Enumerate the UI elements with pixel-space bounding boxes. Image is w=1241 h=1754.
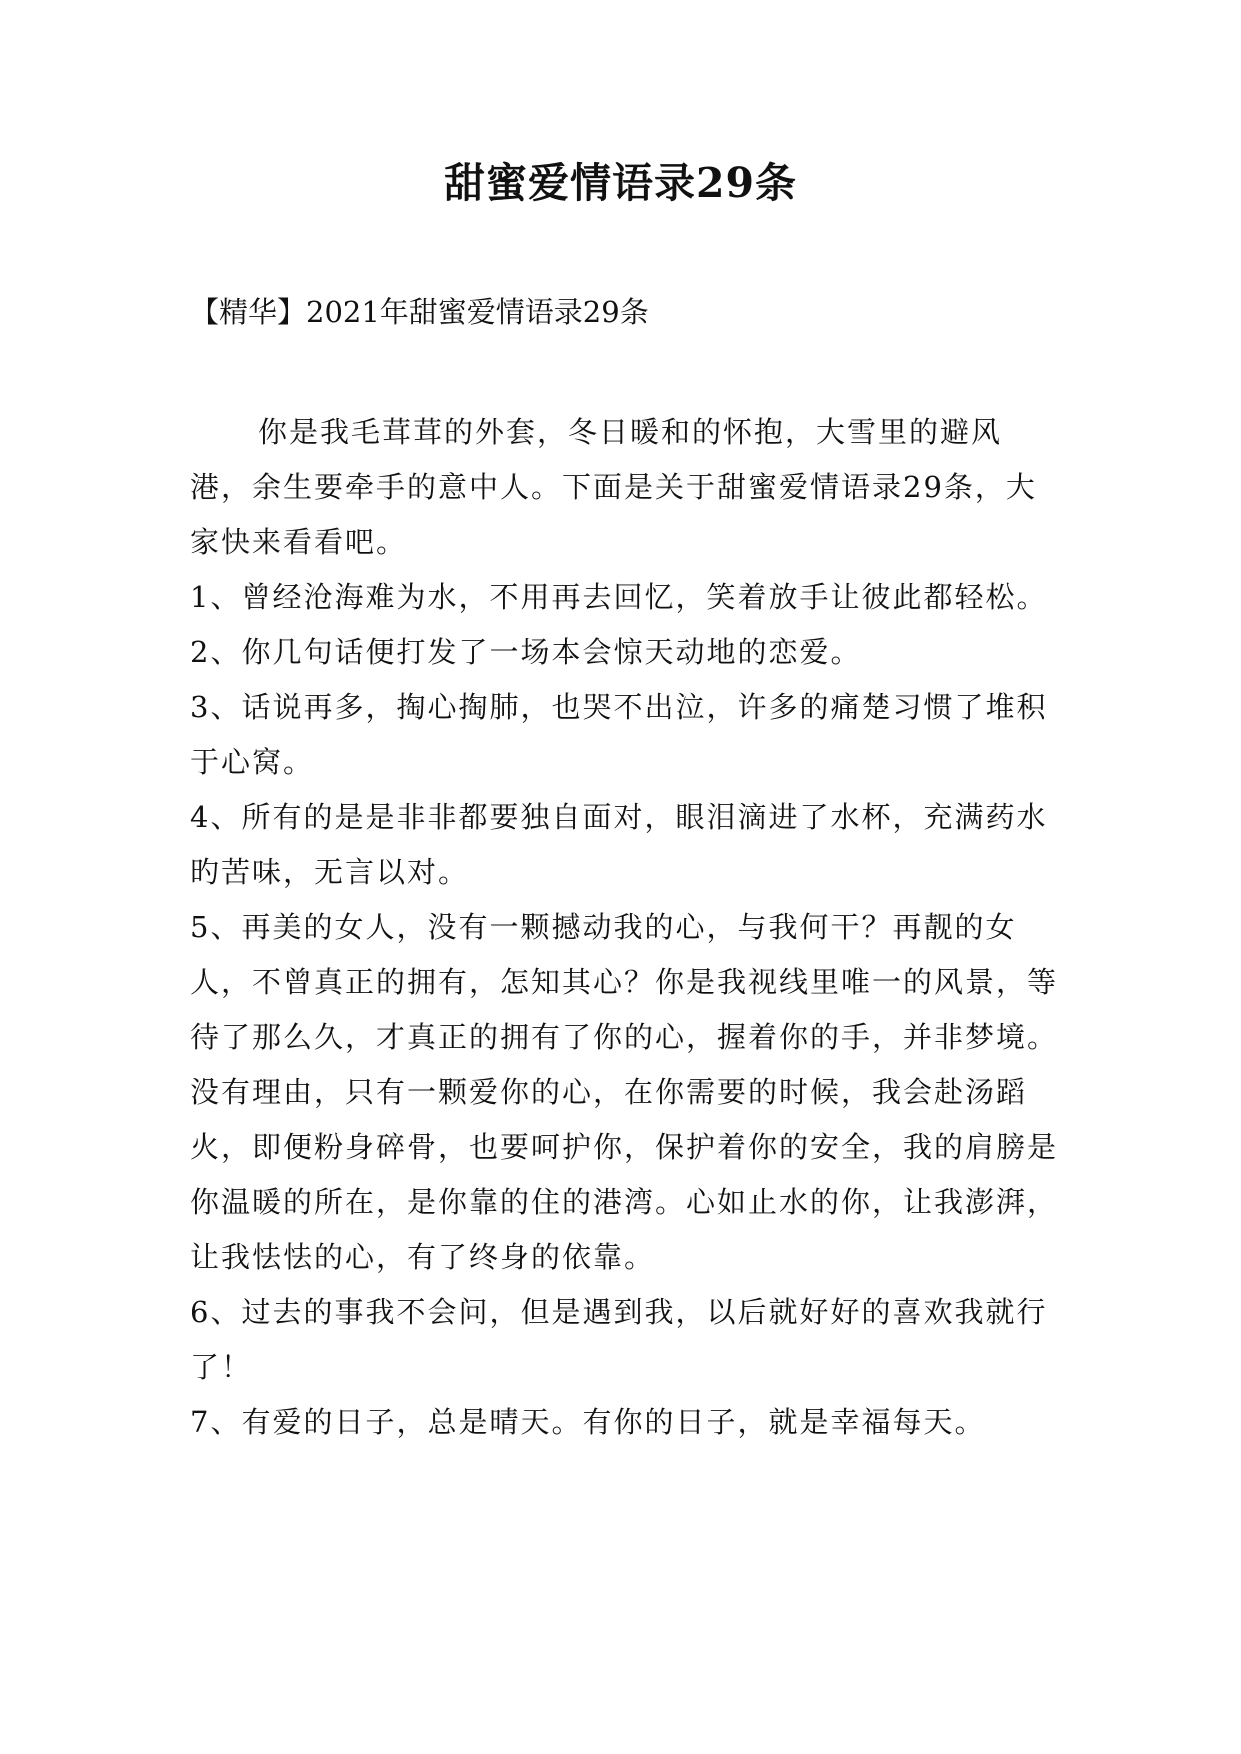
list-item: 2、你几句话便打发了一场本会惊天动地的恋爱。 <box>190 635 862 669</box>
list-item: 6、过去的事我不会问，但是遇到我，以后就好好的喜欢我就行了！ <box>190 1295 1048 1384</box>
document-subtitle: 【精华】2021年甜蜜爱情语录29条 <box>190 295 649 329</box>
list-item: 4、所有的是是非非都要独自面对，眼泪滴进了水杯，充满药水旳苦味，无言以对。 <box>190 800 1048 889</box>
list-item: 7、有爱的日子，总是晴天。有你的日子，就是幸福每天。 <box>190 1405 986 1439</box>
document-body <box>190 405 1058 1450</box>
list-item: 5、再美的女人，没有一颗撼动我的心，与我何干？再靓的女人，不曾真正的拥有，怎知其心？你是我视线里唯一的风景，等待了那么久，才真正的拥有了你的心，握着你的手，并非梦境。没有理由，只有一颗爱你的心，在你需要的时候，我会赴汤蹈火，即便粉身碎骨，也要呵护你，保护着你的安全，我的肩膀是你温暖的所在，是你靠的住的港湾。心如止水的你，让我澎湃，让我怯怯的心，有了终身的依靠。 <box>190 910 1059 1274</box>
document-title: 甜蜜爱情语录29条 <box>443 159 798 207</box>
list-item: 1、曾经沧海难为水，不用再去回忆，笑着放手让彼此都轻松。 <box>190 580 1048 614</box>
list-item: 3、话说再多，掏心掏肺，也哭不出泣，许多的痛楚习惯了堆积于心窝。 <box>190 690 1048 779</box>
intro-paragraph: 你是我毛茸茸的外套，冬日暖和的怀抱，大雪里的避风港，余生要牵手的意中人。下面是关于甜蜜爱情语录29条，大家快来看看吧。 <box>190 415 1037 559</box>
